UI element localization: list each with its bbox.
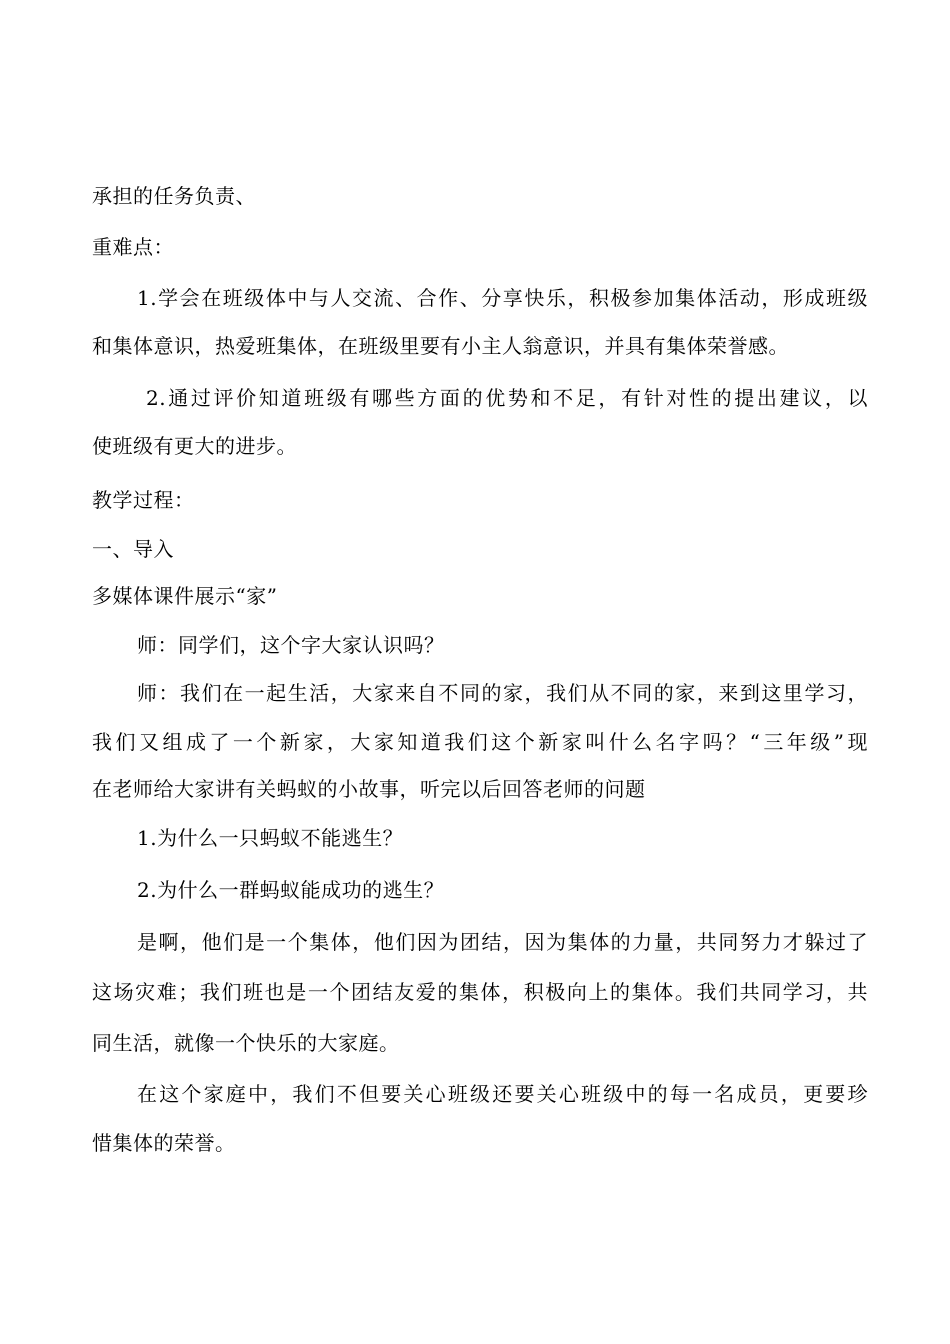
section-heading: 重难点： xyxy=(92,235,174,259)
text-line: 师：同学们，这个字大家认识吗？ xyxy=(137,633,445,657)
text-line: 1.学会在班级体中与人交流、合作、分享快乐，积极参加集体活动，形成班级 xyxy=(137,286,868,310)
text-line: 惜集体的荣誉。 xyxy=(92,1131,236,1155)
text-line: 2.通过评价知道班级有哪些方面的优势和不足，有针对性的提出建议，以 xyxy=(146,386,868,410)
list-item: 1.为什么一只蚂蚁不能逃生？ xyxy=(137,826,404,850)
text-line: 师：我们在一起生活，大家来自不同的家，我们从不同的家，来到这里学习， xyxy=(137,681,868,705)
section-heading: 一、导入 xyxy=(92,537,174,561)
section-heading: 教学过程： xyxy=(92,488,195,512)
text-line: 同生活，就像一个快乐的大家庭。 xyxy=(92,1031,400,1055)
text-line: 承担的任务负责、 xyxy=(92,184,256,208)
text-line: 使班级有更大的进步。 xyxy=(92,434,297,458)
text-line: 这场灾难；我们班也是一个团结友爱的集体，积极向上的集体。我们共同学习，共 xyxy=(92,980,868,1004)
text-line: 是啊，他们是一个集体，他们因为团结，因为集体的力量，共同努力才躲过了 xyxy=(137,930,868,954)
text-line: 我们又组成了一个新家，大家知道我们这个新家叫什么名字吗？“三年级”现 xyxy=(92,730,868,754)
list-item: 2.为什么一群蚂蚁能成功的逃生？ xyxy=(137,878,445,902)
text-line: 在老师给大家讲有关蚂蚁的小故事，听完以后回答老师的问题 xyxy=(92,777,646,801)
text-line: 多媒体课件展示“家” xyxy=(92,584,278,608)
text-line: 和集体意识，热爱班集体，在班级里要有小主人翁意识，并具有集体荣誉感。 xyxy=(92,334,789,358)
text-line: 在这个家庭中，我们不但要关心班级还要关心班级中的每一名成员，更要珍 xyxy=(137,1082,868,1106)
